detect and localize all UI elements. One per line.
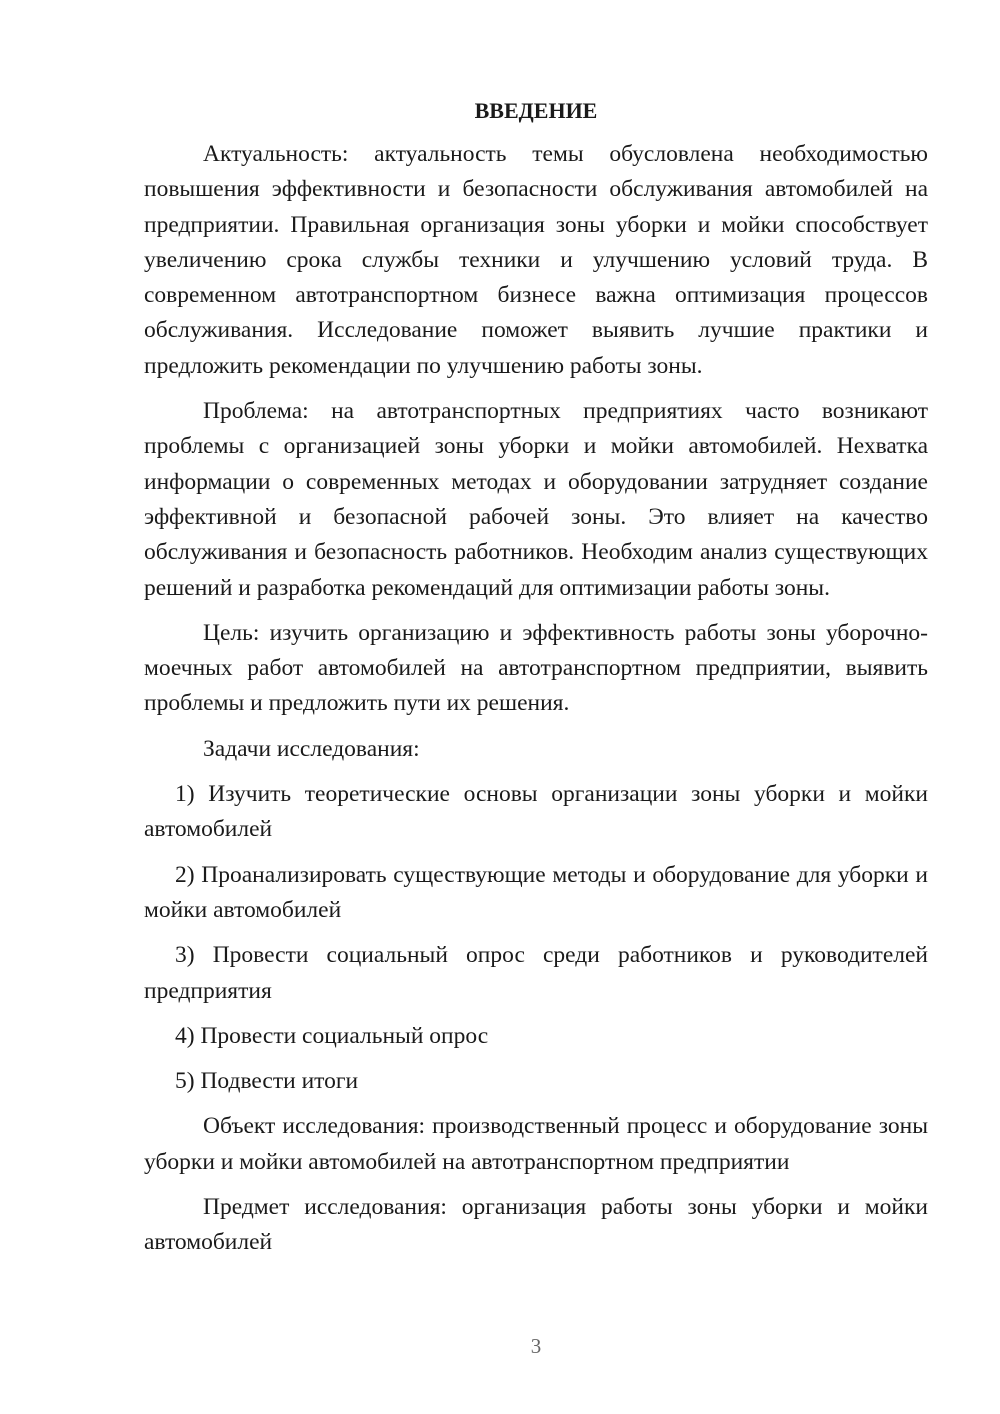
paragraph-problem: Проблема: на автотранспортных предприятиях часто возникают проблемы с организацией зоны уборки и мойки автомобилей. Нехватка информации о современных методах и оборудовании затрудняет создание эффективной и безопасной рабочей зоны. Это влияет на качество обслуживания и безопасность работников. Необходим анализ существующих решений и разработка рекомендаций для оптимизации работы зоны. (144, 398, 928, 601)
page-number: 3 (530, 1334, 542, 1358)
task-item-5: 5) Подвести итоги (175, 1068, 359, 1095)
paragraph-object: Объект исследования: производственный процесс и оборудование зоны уборки и мойки автомобилей на автотранспортном предприятии (144, 1113, 928, 1175)
task-item-4: 4) Провести социальный опрос (175, 1022, 489, 1049)
paragraph-goal: Цель: изучить организацию и эффективность работы зоны уборочно-моечных работ автомобилей на автотранспортном предприятии, выявить проблемы и предложить пути их решения. (144, 619, 928, 717)
paragraph-relevance: Актуальность: актуальность темы обусловлена необходимостью повышения эффективности и безопасности обслуживания автомобилей на предприятии. Правильная организация зоны уборки и мойки способствует увеличению срока службы техники и улучшению условий труда. В современном автотранспортном бизнесе важна оптимизация процессов обслуживания. Исследование поможет выявить лучшие практики и предложить рекомендации по улучшению работы зоны. (144, 141, 928, 379)
task-item-3: 3) Провести социальный опрос среди работников и руководителей предприятия (144, 942, 928, 1004)
task-item-2: 2) Проанализировать существующие методы и оборудование для уборки и мойки автомобилей (144, 861, 928, 923)
task-item-1: 1) Изучить теоретические основы организации зоны уборки и мойки автомобилей (144, 781, 928, 843)
section-title: ВВЕДЕНИЕ (474, 98, 598, 123)
paragraph-tasks-heading: Задачи исследования: (203, 735, 420, 762)
page-body (144, 94, 928, 1261)
paragraph-subject: Предмет исследования: организация работы зоны уборки и мойки автомобилей (144, 1194, 928, 1256)
